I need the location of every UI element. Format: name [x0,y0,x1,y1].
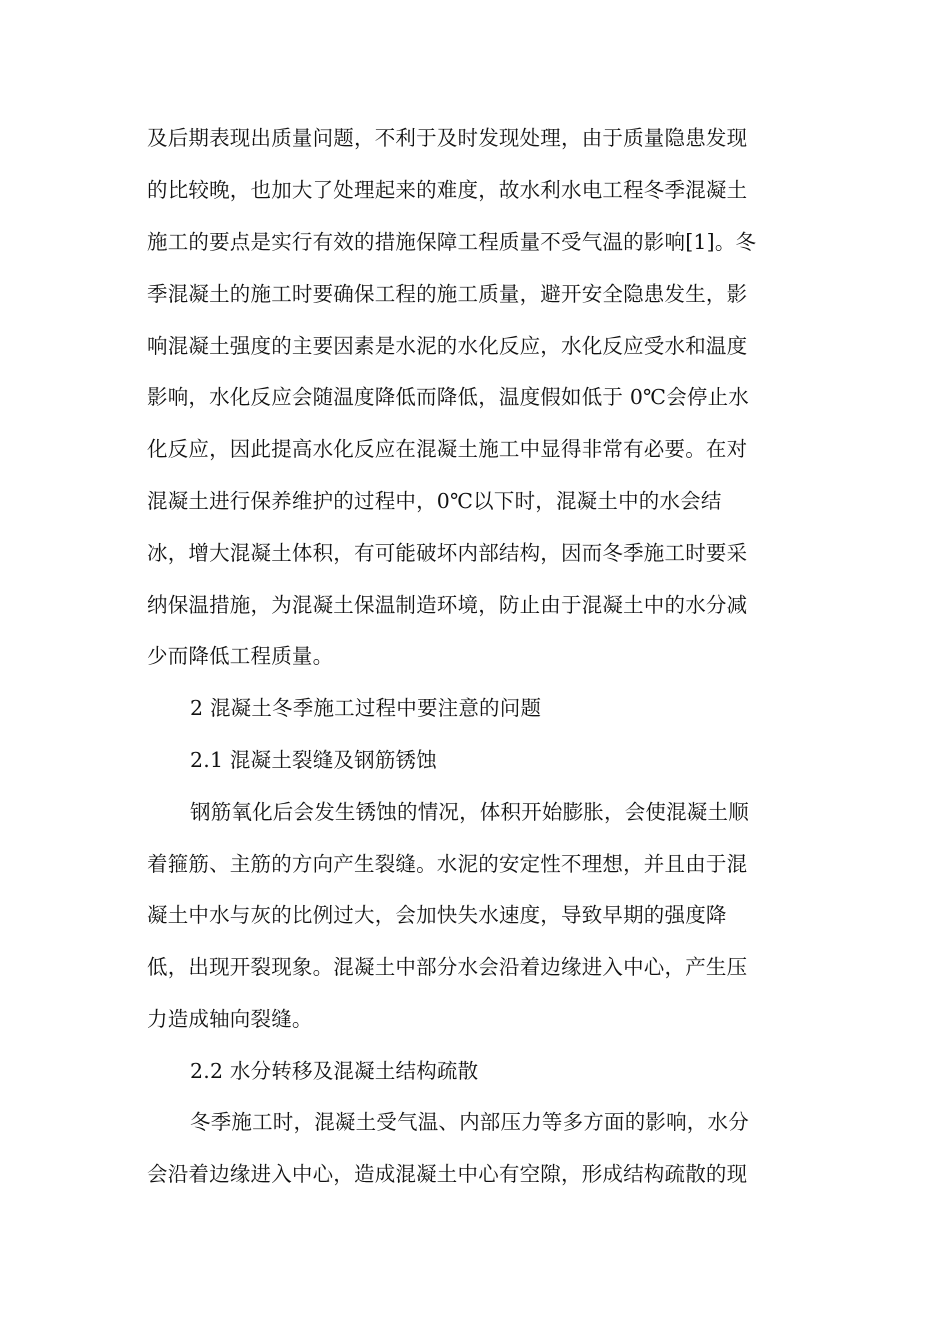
section-heading: 2 混凝土冬季施工过程中要注意的问题 [190,696,542,720]
paragraph-line: 冰，增大混凝土体积，有可能破坏内部结构，因而冬季施工时要采 [147,541,748,565]
paragraph-line: 凝土中水与灰的比例过大，会加快失水速度，导致早期的强度降 [147,903,727,927]
paragraph-line: 化反应，因此提高水化反应在混凝土施工中显得非常有必要。在对 [147,437,748,461]
paragraph-line: 少而降低工程质量。 [147,644,334,668]
subsection-heading: 2.2 水分转移及混凝土结构疏散 [190,1059,479,1083]
paragraph-line: 响混凝土强度的主要因素是水泥的水化反应，水化反应受水和温度 [147,334,748,358]
paragraph-line: 会沿着边缘进入中心，造成混凝土中心有空隙，形成结构疏散的现 [147,1162,748,1186]
paragraph-line: 及后期表现出质量问题，不利于及时发现处理，由于质量隐患发现 [147,126,748,150]
paragraph-line: 季混凝土的施工时要确保工程的施工质量，避开安全隐患发生，影 [147,282,748,306]
paragraph-line: 施工的要点是实行有效的措施保障工程质量不受气温的影响[1]。冬 [147,230,757,254]
paragraph-line: 力造成轴向裂缝。 [147,1007,313,1031]
paragraph-line: 混凝土进行保养维护的过程中，0℃以下时，混凝土中的水会结 [147,489,722,513]
paragraph-line: 的比较晚，也加大了处理起来的难度，故水利水电工程冬季混凝土 [147,178,748,202]
paragraph-line: 着箍筋、主筋的方向产生裂缝。水泥的安定性不理想，并且由于混 [147,852,748,876]
paragraph-line: 影响，水化反应会随温度降低而降低，温度假如低于 0℃会停止水 [147,385,749,409]
paragraph-line: 纳保温措施，为混凝土保温制造环境，防止由于混凝土中的水分减 [147,593,748,617]
paragraph-line: 低，出现开裂现象。混凝土中部分水会沿着边缘进入中心，产生压 [147,955,748,979]
paragraph-line: 冬季施工时，混凝土受气温、内部压力等多方面的影响，水分 [190,1110,749,1134]
subsection-heading: 2.1 混凝土裂缝及钢筋锈蚀 [190,748,437,772]
paragraph-line: 钢筋氧化后会发生锈蚀的情况，体积开始膨胀，会使混凝土顺 [190,800,749,824]
